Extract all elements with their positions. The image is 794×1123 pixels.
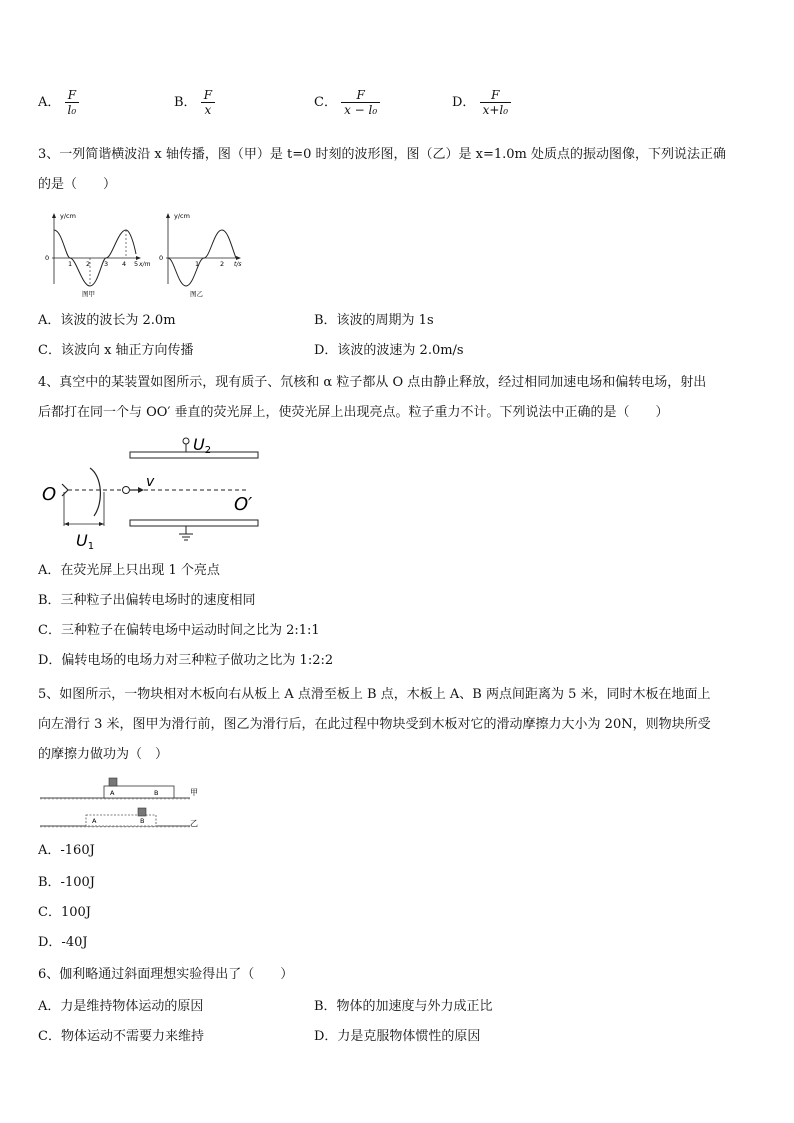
figure-yi (159, 212, 242, 298)
q3-wave-figures (40, 208, 255, 300)
u2-terminal (183, 438, 189, 444)
q4-stem-line2: 后都打在同一个与 OO′ 垂直的荧光屏上，使荧光屏上出现亮点。粒子重力不计。下列说法中正确的是（ ） (38, 405, 669, 420)
q2-option-c (314, 88, 380, 117)
denominator: x (204, 103, 212, 117)
q4-option-d: D．偏转电场的电场力对三种粒子做功之比为 1:2:2 (38, 653, 334, 668)
block-after (138, 808, 146, 816)
point-b-label: B (154, 789, 159, 797)
option-label: B． (174, 95, 197, 110)
q5-board-figure (38, 774, 218, 832)
fraction (65, 88, 80, 117)
tick-label: 2 (220, 260, 225, 268)
denominator: x − l₀ (344, 103, 378, 117)
lower-deflection-plate (130, 520, 258, 526)
fraction (341, 88, 380, 117)
q6-option-c: C．物体运动不需要力来维持 (38, 1029, 204, 1044)
q4-apparatus-figure (38, 430, 278, 552)
fraction (480, 88, 511, 117)
accelerator-plate (90, 468, 100, 516)
q5-option-c: C．100J (38, 905, 91, 920)
point-o-prime-label: O′ (234, 494, 253, 515)
q5-stem-line1: 5、如图所示，一物块相对木板向右从板上 A 点滑至板上 B 点，木板上 A、B 两点间距离为 5 米，同时木板在地面上 (38, 687, 711, 702)
u2-label: U2 (193, 435, 212, 456)
q5-option-a: A．-160J (38, 843, 95, 858)
figure-caption: 图乙 (190, 290, 203, 298)
q6-option-a: A．力是维持物体运动的原因 (38, 999, 204, 1014)
q6-stem: 6、伽利略通过斜面理想实验得出了（ ） (38, 967, 294, 982)
y-axis-label: y/cm (60, 212, 76, 220)
velocity-arrow (138, 487, 144, 493)
figure-caption: 图甲 (82, 290, 95, 298)
tick-label: 1 (68, 260, 73, 268)
point-b-label: B (140, 817, 145, 825)
option-label: A． (38, 95, 61, 110)
tick-label: 5 (134, 260, 139, 268)
point-o-label: O (42, 484, 57, 505)
denominator: l₀ (67, 103, 77, 117)
x-axis-label: t/s (234, 261, 242, 268)
q2-option-b (174, 88, 215, 117)
q5-option-d: D．-40J (38, 935, 88, 950)
figure-jia (45, 212, 151, 298)
q5-option-b: B．-100J (38, 875, 95, 890)
velocity-label: v (146, 474, 155, 490)
q6-option-b: B．物体的加速度与外力成正比 (314, 999, 493, 1014)
q3-option-a: A．该波的波长为 2.0m (38, 313, 176, 328)
particle (123, 487, 130, 494)
numerator: F (201, 88, 215, 103)
option-label: D． (452, 95, 476, 110)
numerator: F (341, 88, 380, 103)
q2-option-a (38, 88, 79, 117)
point-a-label: A (92, 817, 97, 825)
q3-stem-line2: 的是（ ） (38, 177, 117, 192)
board-before (104, 786, 174, 798)
q2-option-d (452, 88, 511, 117)
denominator: x+l₀ (482, 103, 509, 117)
emitter-plate (62, 484, 68, 496)
q4-option-c: C．三种粒子在偏转电场中运动时间之比为 2:1:1 (38, 623, 320, 638)
board-after (86, 815, 156, 826)
q4-stem-line1: 4、真空中的某装置如图所示，现有质子、氘核和 α 粒子都从 O 点由静止释放，经过相同加速电场和偏转电场，射出 (38, 375, 707, 390)
q3-option-d: D．该波的波速为 2.0m/s (314, 343, 464, 358)
tick-label: 3 (104, 260, 109, 268)
label-jia: 甲 (190, 788, 198, 797)
q5-stem-line3: 的摩擦力做功为（ ） (38, 747, 169, 762)
tick-label: 2 (86, 260, 91, 268)
point-a-label: A (110, 789, 115, 797)
q3-option-b: B．该波的周期为 1s (314, 313, 434, 328)
tick-label: 4 (122, 260, 127, 268)
label-yi: 乙 (190, 819, 198, 828)
origin-label: 0 (45, 254, 50, 262)
q5-stem-line2: 向左滑行 3 米，图甲为滑行前，图乙为滑行后，在此过程中物块受到木板对它的滑动摩擦力大小为 20N，则物块所受 (38, 717, 711, 732)
y-axis-label: y/cm (174, 212, 190, 220)
numerator: F (65, 88, 80, 103)
q6-option-d: D．力是克服物体惯性的原因 (314, 1029, 481, 1044)
q4-option-b: B．三种粒子出偏转电场时的速度相同 (38, 593, 256, 608)
q4-option-a: A．在荧光屏上只出现 1 个亮点 (38, 563, 220, 578)
block-before (109, 778, 117, 786)
q3-stem-line1: 3、一列简谐横波沿 x 轴传播，图（甲）是 t=0 时刻的波形图，图（乙）是 x=1.0m 处质点的振动图像，下列说法正确 (38, 147, 727, 162)
origin-label: 0 (159, 254, 164, 262)
u1-label: U1 (76, 531, 95, 552)
fraction (201, 88, 215, 117)
x-axis-label: x/m (139, 261, 151, 268)
q3-option-c: C．该波向 x 轴正方向传播 (38, 343, 194, 358)
option-label: C． (314, 95, 337, 110)
numerator: F (480, 88, 511, 103)
tick-label: 1 (195, 260, 200, 268)
